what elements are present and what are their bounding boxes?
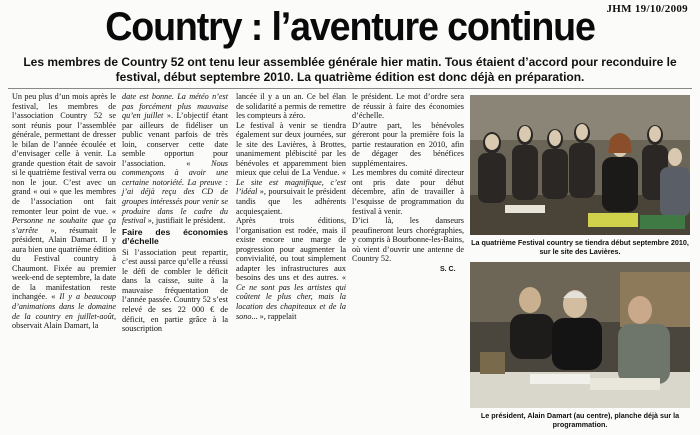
paragraph: Si l’association peut repartir, c’est aussi parce qu’elle a réussi le défi de combler le déficit dans la caisse, suite à la mauvaise fréquentation de l’année passée. Country 52 s’est relevé de ses 22 000 € de déficit, en partie grâce à la souscription bbox=[122, 247, 228, 334]
lead-paragraph: Les membres de Country 52 ont tenu leur assemblée générale hier matin. Tous étaient d’accord pour reconduire le festival, début septembre 2010. La quatrième édition est donc déjà en préparation. bbox=[23, 55, 677, 84]
text: Le festival à venir se tiendra également sur deux journées, sur le site des Lavières, à Brottes, unanimement plébiscité par les bénévoles et apparemment bien mieux que celui de La Vendue. « bbox=[236, 120, 346, 178]
photo-caption: La quatrième Festival country se tiendra début septembre 2010, sur le site des Lavières. bbox=[471, 238, 689, 256]
paragraph: Les membres du comité directeur ont pris date pour début décembre, afin de travailler à l’esquisse de programmation du festival à venir. bbox=[352, 168, 464, 216]
photo-president bbox=[470, 262, 690, 408]
headline: Country : l’aventure continue bbox=[105, 5, 595, 49]
article-column-4 bbox=[352, 92, 464, 272]
photo-caption: Le président, Alain Damart (au centre), planche déjà sur la programmation. bbox=[480, 411, 680, 429]
text: », résumait le président, Alain Damart. Il y aura bien une quatrième édition du Festival country à Chaumont. Fixée au premier week-end de septembre, la date de la manifestation reste inchangée. « bbox=[12, 225, 116, 302]
quote: Ce ne sont pas les artistes qui coûtent le plus cher, mais la location des chapiteaux et de la sono bbox=[236, 282, 346, 321]
paragraph: le président. Le mot d’ordre sera de réussir à faire des économies d’échelle. bbox=[352, 92, 464, 121]
paragraph bbox=[12, 92, 116, 331]
quote: Le site est magnifique, c’est l’idéal bbox=[236, 177, 346, 197]
paragraph: D’autre part, les bénévoles géreront pour la première fois la partie restauration en 2010, afin de dégager des bénéfices supplémentaires. bbox=[352, 120, 464, 168]
paragraph bbox=[236, 121, 346, 216]
quote: Il y a beaucoup d’animations dans le domaine de la country en juillet-août bbox=[12, 292, 117, 321]
paragraph bbox=[236, 216, 346, 321]
author-signature: S. C. bbox=[440, 266, 456, 273]
text: ... », rappelait bbox=[251, 311, 297, 321]
article-column-3 bbox=[236, 92, 346, 321]
photo-audience bbox=[470, 95, 690, 235]
quote: date est bonne. La météo n’est pas forcément plus mauvaise qu’en juillet bbox=[122, 92, 228, 121]
text: », poursuivait le président tandis que les adhérents acquiesçaient. bbox=[236, 187, 346, 216]
article-column-1 bbox=[12, 92, 117, 331]
text: Un peu plus d’un mois après le festival, les membres de l’association Country 52 se sont réunis pour l’assemblée générale, permettant de dresser le bilan de l’année écoulée et d’envisager celle à venir. La grande question était de savoir si le quatrième festival verra ou non le jour. C’est avec un grand « oui » que les membres de l’association ont fait remonter leur point de vue. « bbox=[12, 92, 116, 216]
newspaper-date-tag: JHM 19/10/2009 bbox=[606, 3, 688, 15]
text: ». L’objectif étant par ailleurs de fidéliser un public venant parfois de très loin, conserver cette date semble opportun pour l’association. « bbox=[122, 111, 228, 168]
text: , observait Alain Damart, la bbox=[12, 311, 116, 331]
text: », justifiait le président. bbox=[145, 216, 226, 226]
paragraph bbox=[122, 92, 228, 226]
paragraph: D’ici là, les danseurs peaufineront leurs chorégraphies, y compris à Bourbonne-les-Bains, où vient d’ouvrir une antenne de Country 52. bbox=[352, 216, 464, 264]
subheading: Faire des économies d’échelle bbox=[122, 226, 228, 247]
quote: Personne ne souhaite que ça s’arrête bbox=[12, 216, 116, 235]
paragraph: lancée il y a un an. Ce bel élan de solidarité a permis de remettre les compteurs à zéro. bbox=[236, 92, 346, 121]
text: Après trois éditions, l’organisation est rodée, mais il existe encore une marge de progression pour augmenter la convivialité, ou tout simplement adapter les infrastructures aux besoins des uns et des autres. « bbox=[236, 216, 346, 283]
divider bbox=[8, 88, 692, 89]
article-column-2 bbox=[122, 92, 228, 334]
quote: Nous commençons à avoir une certaine notoriété. La preuve : j’ai déjà reçu des CD de groupes intéressés pour venir se produire dans le cadre du festival bbox=[122, 158, 228, 226]
